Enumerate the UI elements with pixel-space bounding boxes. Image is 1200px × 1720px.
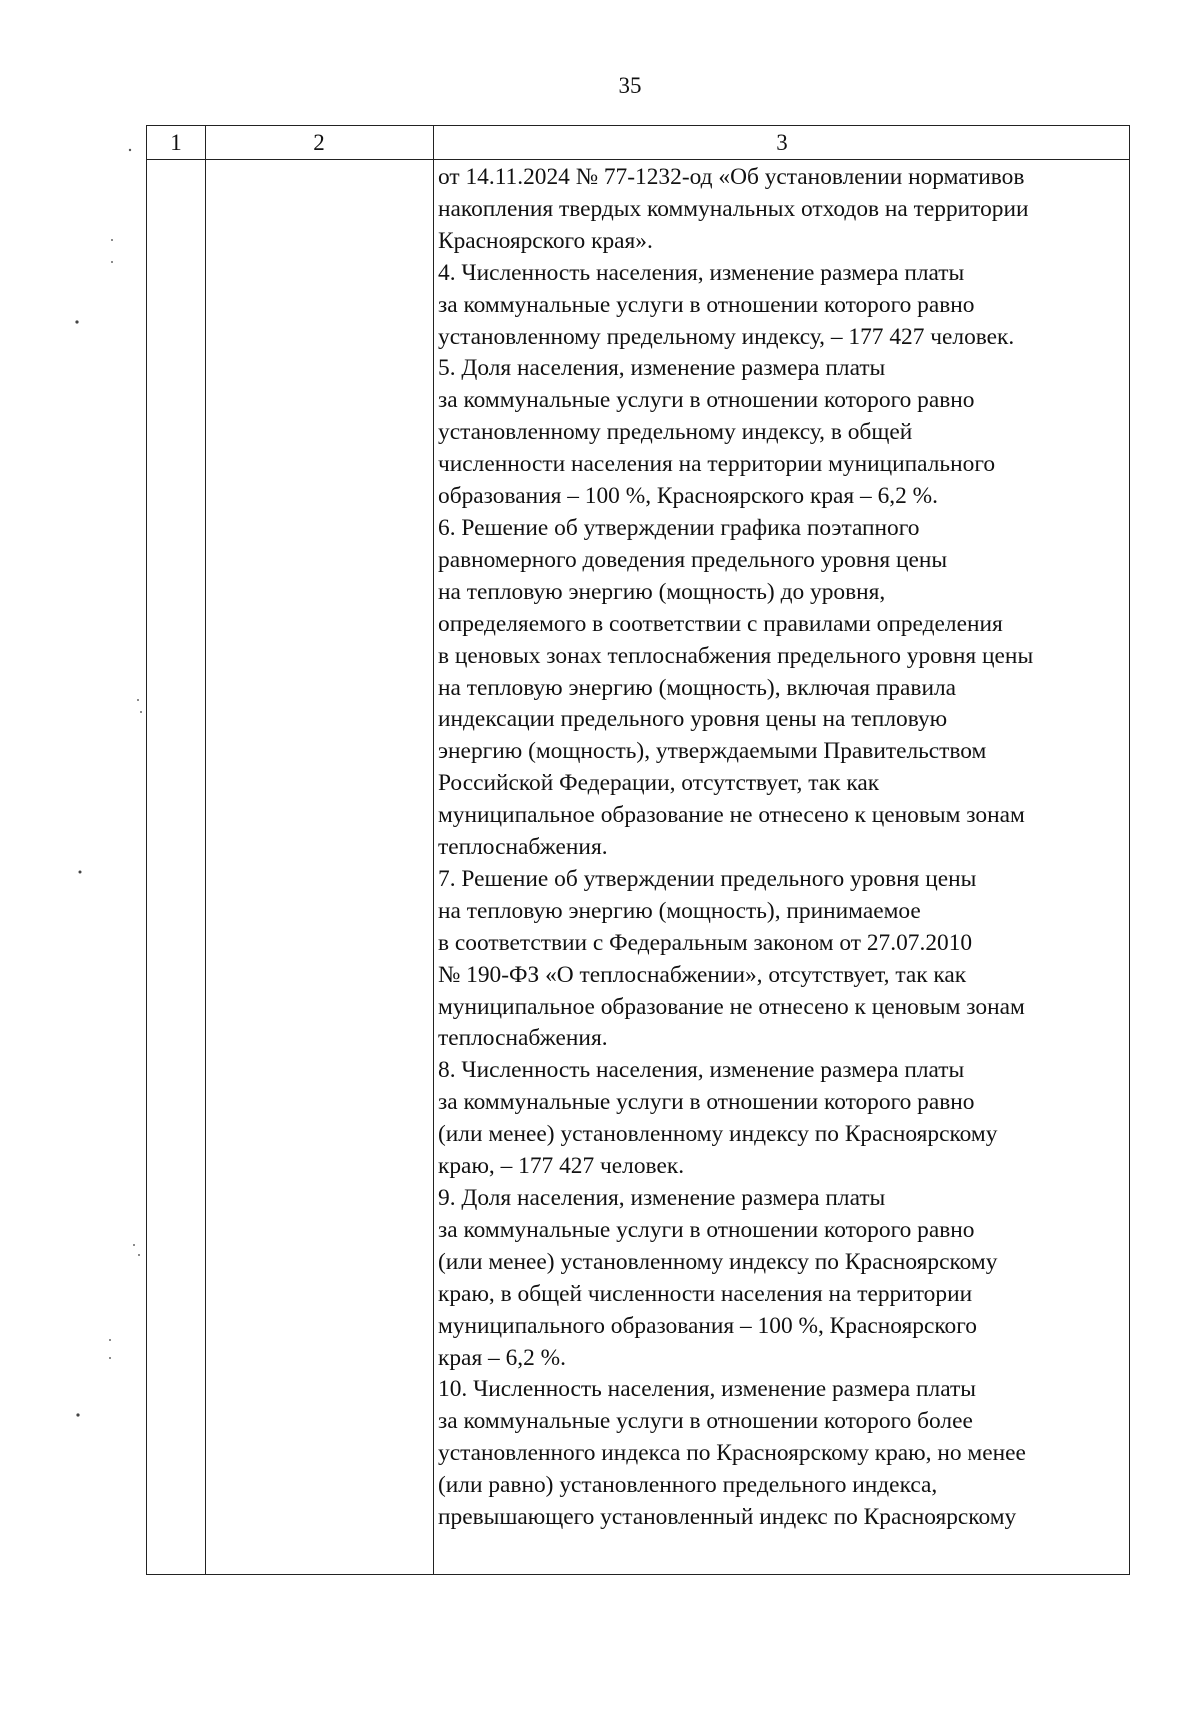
column-3-line: 9. Доля населения, изменение размера платы [438, 1185, 886, 1211]
column-3-line: (или менее) установленному индексу по Красноярскому [438, 1121, 998, 1148]
column-3-line: численности населения на территории муниципального [438, 451, 996, 478]
column-3-line: от 14.11.2024 № 77-1232-од «Об установлении нормативов [438, 164, 1025, 190]
table-header-col-3: 3 [776, 130, 788, 155]
column-3-line: энергию (мощность), утверждаемыми Правительством [438, 738, 987, 765]
table-header-col-1: 1 [170, 130, 182, 155]
column-3-line: краю, в общей численности населения на территории [438, 1280, 973, 1307]
column-3-line: теплоснабжения. [438, 834, 608, 861]
column-3-line: за коммунальные услуги в отношении которого более [438, 1408, 973, 1435]
column-3-line: за коммунальные услуги в отношении которого равно [438, 1216, 975, 1243]
column-3-line: превышающего установленный индекс по Красноярскому [438, 1504, 1017, 1531]
column-3-line: в ценовых зонах теплоснабжения предельного уровня цены [438, 642, 1034, 669]
column-3-line: установленному предельному индексу, – 177 427 человек. [438, 323, 1015, 350]
column-3-line: определяемого в соответствии с правилами определения [438, 610, 1003, 637]
column-3-line: в соответствии с Федеральным законом от 27.07.2010 [438, 929, 973, 956]
column-3-line: теплоснабжения. [438, 1025, 608, 1052]
column-3-line: за коммунальные услуги в отношении которого равно [438, 1089, 975, 1116]
table-header-col-2: 2 [313, 130, 325, 155]
column-3-line: краю, – 177 427 человек. [438, 1153, 685, 1180]
column-3-line: на тепловую энергию (мощность), принимаемое [438, 897, 921, 924]
column-3-line: за коммунальные услуги в отношении которого равно [438, 291, 975, 318]
column-3-line: 4. Численность населения, изменение размера платы [438, 259, 965, 286]
column-divider-2 [433, 126, 434, 1574]
column-3-line: на тепловую энергию (мощность), включая правила [438, 674, 957, 701]
column-3-line: 7. Решение об утверждении предельного уровня цены [438, 865, 977, 892]
header-row-divider [147, 159, 1129, 160]
column-3-line: муниципальное образование не отнесено к ценовым зонам [438, 802, 1025, 829]
column-3-line: равномерного доведения предельного уровня цены [438, 546, 948, 573]
column-3-line: муниципального образования – 100 %, Красноярского [438, 1312, 977, 1339]
column-3-line: (или менее) установленному индексу по Красноярскому [438, 1248, 998, 1275]
column-3-line: края – 6,2 %. [438, 1344, 567, 1371]
column-3-line: индексации предельного уровня цены на тепловую [438, 706, 948, 733]
column-3-line: 5. Доля населения, изменение размера платы [438, 355, 886, 382]
column-3-line: 10. Численность населения, изменение размера платы [438, 1376, 976, 1403]
column-3-line: 8. Численность населения, изменение размера платы [438, 1057, 965, 1084]
column-3-line: (или равно) установленного предельного индекса, [438, 1472, 938, 1499]
column-3-line: Российской Федерации, отсутствует, так как [438, 770, 880, 797]
scan-specks [0, 0, 160, 1720]
page-number: 35 [618, 73, 642, 98]
column-3-line: установленному предельному индексу, в общей [438, 419, 913, 446]
document-table [146, 125, 1130, 1575]
column-3-line: образования – 100 %, Красноярского края – 6,2 %. [438, 483, 938, 510]
column-3-line: на тепловую энергию (мощность) до уровня, [438, 578, 886, 605]
column-divider-1 [205, 126, 206, 1574]
column-3-line: накопления твердых коммунальных отходов на территории [438, 195, 1029, 222]
column-3-line: муниципальное образование не отнесено к ценовым зонам [438, 993, 1025, 1020]
column-3-line: установленного индекса по Красноярскому краю, но менее [438, 1440, 1026, 1467]
column-3-line: за коммунальные услуги в отношении которого равно [438, 387, 975, 414]
column-3-line: № 190-ФЗ «О теплоснабжении», отсутствует, так как [438, 961, 967, 988]
column-3-line: 6. Решение об утверждении графика поэтапного [438, 514, 920, 541]
column-3-line: Красноярского края». [438, 227, 653, 254]
column-3-text [438, 162, 1128, 1534]
